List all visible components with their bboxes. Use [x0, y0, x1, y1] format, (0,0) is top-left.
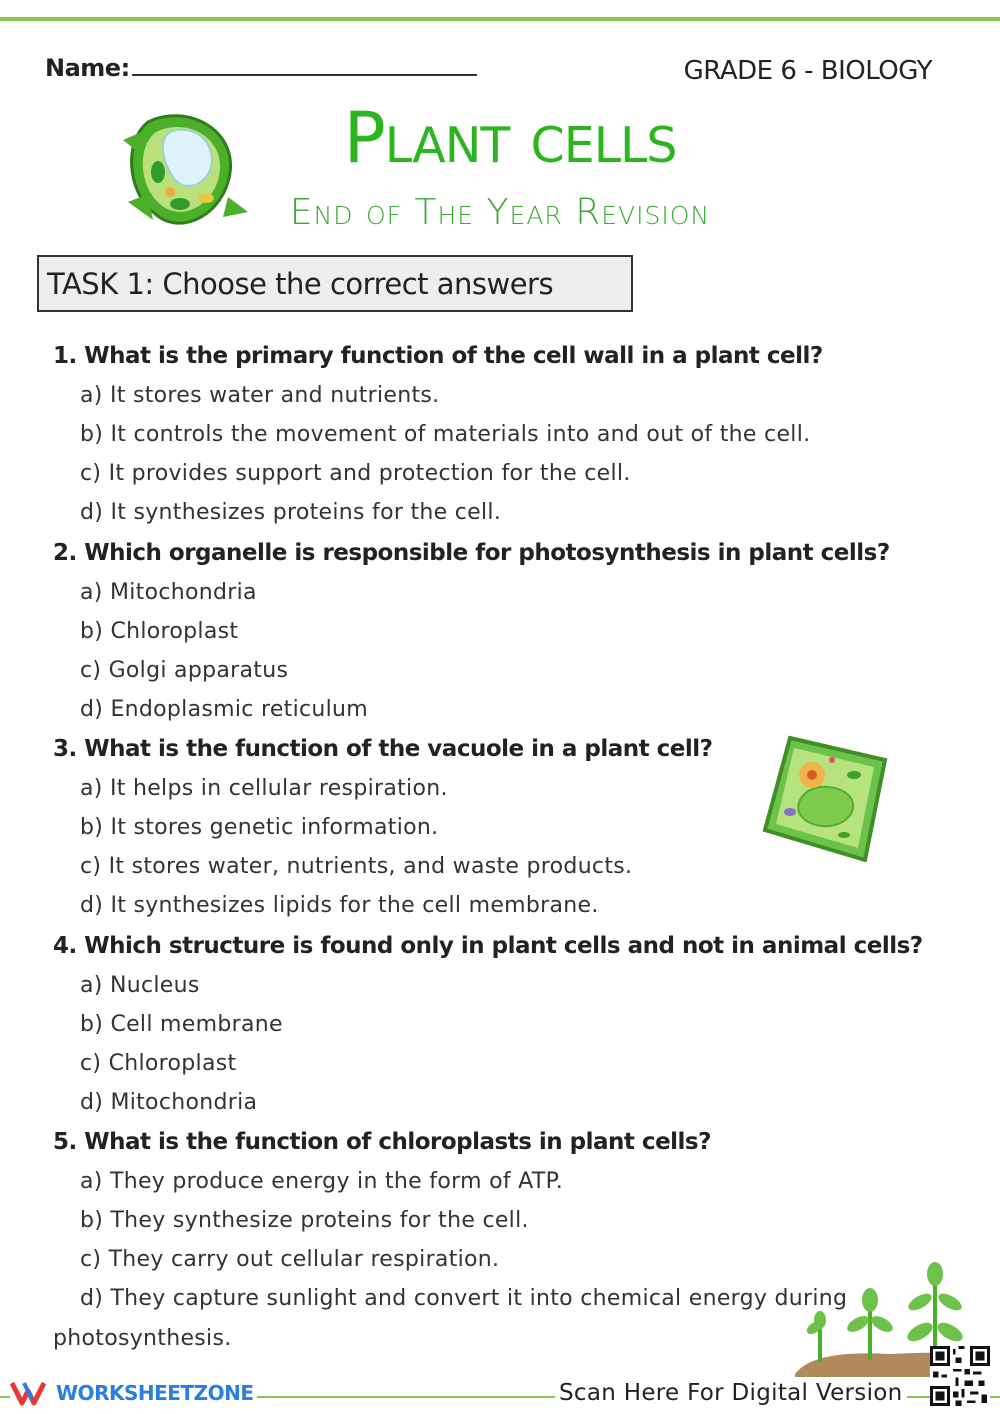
question-3-option-d[interactable]: d) It synthesizes lipids for the cell membrane. [80, 893, 599, 918]
question-4-option-b[interactable]: b) Cell membrane [80, 1012, 283, 1037]
question-2-option-d[interactable]: d) Endoplasmic reticulum [80, 697, 369, 722]
question-1-option-b[interactable]: b) It controls the movement of materials into and out of the cell. [80, 422, 811, 447]
name-label: Name: [45, 54, 130, 82]
name-blank-line[interactable] [132, 52, 477, 76]
question-1-option-c[interactable]: c) It provides support and protection for the cell. [80, 461, 631, 486]
question-1-option-d[interactable]: d) It synthesizes proteins for the cell. [80, 500, 502, 525]
brand-name: WORKSHEETZONE [56, 1381, 254, 1405]
question-5: 5. What is the function of chloroplasts in plant cells? [53, 1129, 711, 1155]
plant-cell-illustration-icon [760, 730, 890, 865]
scan-text: Scan Here For Digital Version [555, 1380, 907, 1406]
question-3-option-b[interactable]: b) It stores genetic information. [80, 815, 439, 840]
question-2-option-b[interactable]: b) Chloroplast [80, 619, 239, 644]
question-5-option-b[interactable]: b) They synthesize proteins for the cell. [80, 1208, 529, 1233]
question-1-option-a[interactable]: a) It stores water and nutrients. [80, 383, 440, 408]
question-2-option-a[interactable]: a) Mitochondria [80, 580, 257, 605]
question-4-option-a[interactable]: a) Nucleus [80, 973, 200, 998]
question-3-option-a[interactable]: a) It helps in cellular respiration. [80, 776, 448, 801]
question-2-option-c[interactable]: c) Golgi apparatus [80, 658, 289, 683]
question-4-option-d[interactable]: d) Mitochondria [80, 1090, 258, 1115]
worksheetzone-logo-icon [10, 1379, 54, 1407]
question-5-option-d[interactable]: d) They capture sunlight and convert it into chemical energy during [80, 1286, 848, 1311]
task-label: TASK 1: Choose the correct answers [47, 267, 554, 301]
question-3-option-c[interactable]: c) It stores water, nutrients, and waste products. [80, 854, 633, 879]
question-5-option-a[interactable]: a) They produce energy in the form of ATP. [80, 1169, 563, 1194]
question-4-option-c[interactable]: c) Chloroplast [80, 1051, 237, 1076]
question-3: 3. What is the function of the vacuole in a plant cell? [53, 736, 713, 762]
question-2: 2. Which organelle is responsible for photosynthesis in plant cells? [53, 540, 890, 566]
qr-code-icon[interactable] [930, 1346, 990, 1406]
top-rule [0, 17, 1000, 21]
page-subtitle: End of The Year Revision [289, 192, 711, 233]
question-5-option-d-continuation: photosynthesis. [53, 1326, 232, 1351]
question-4: 4. Which structure is found only in plant cells and not in animal cells? [53, 933, 923, 959]
question-5-option-c[interactable]: c) They carry out cellular respiration. [80, 1247, 500, 1272]
page-title: Plant cells [343, 97, 677, 179]
worksheetzone-logo[interactable] [10, 1378, 257, 1408]
task-header-box [37, 255, 633, 312]
name-field[interactable] [45, 52, 477, 82]
question-1: 1. What is the primary function of the cell wall in a plant cell? [53, 343, 823, 369]
grade-label: GRADE 6 - BIOLOGY [683, 56, 932, 86]
